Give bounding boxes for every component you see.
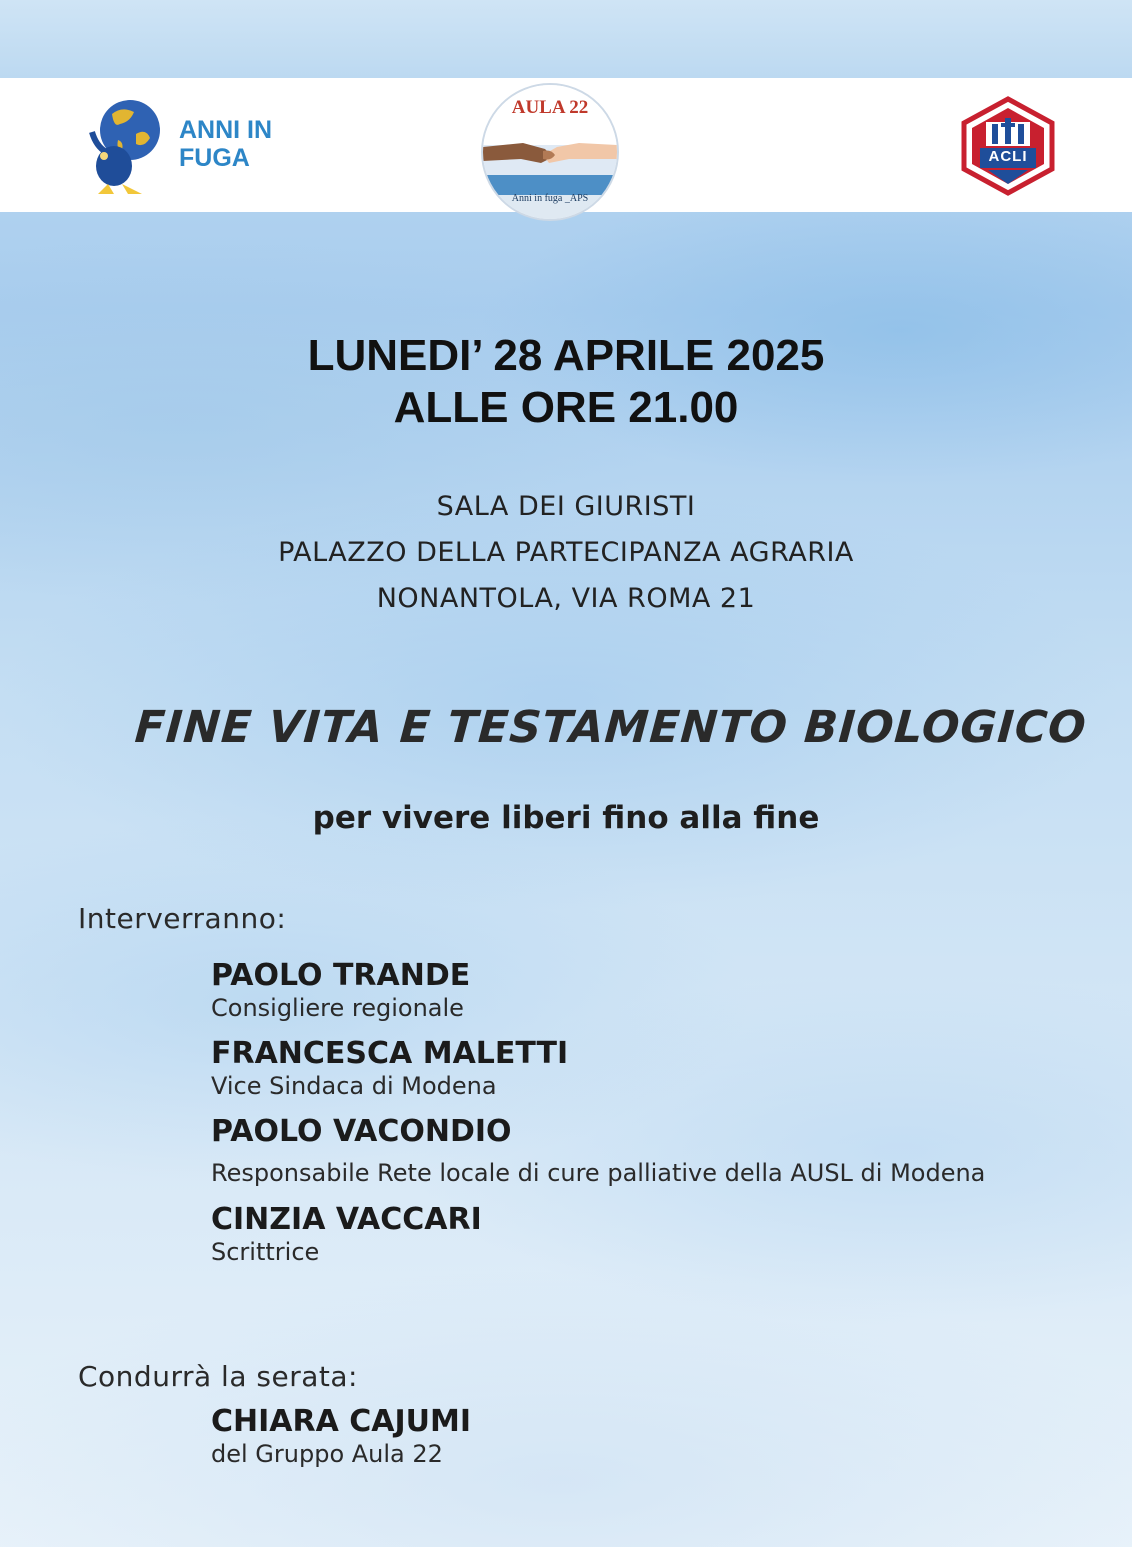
venue-building: PALAZZO DELLA PARTECIPANZA AGRARIA [278, 537, 854, 568]
globe-figure-icon [78, 94, 174, 198]
host-block [211, 1404, 471, 1468]
speakers-intro: Interverranno: [78, 902, 287, 935]
event-time: ALLE ORE 21.00 [393, 383, 739, 432]
speaker-item [211, 958, 1071, 1022]
acli-logo [958, 96, 1058, 196]
venue-block [0, 484, 1132, 622]
speaker-role: Scrittrice [211, 1238, 320, 1266]
speaker-name: FRANCESCA MALETTI [211, 1036, 569, 1071]
logo-left-line2: FUGA [179, 144, 250, 172]
logo-left-line1: ANNI IN [179, 116, 273, 144]
host-role: del Gruppo Aula 22 [211, 1440, 443, 1468]
aula-22-subtitle: Anni in fuga _APS [511, 193, 589, 204]
speaker-name: PAOLO TRANDE [211, 958, 471, 993]
aula-22-logo [481, 83, 619, 221]
venue-room: SALA DEI GIURISTI [436, 491, 696, 522]
venue-address: NONANTOLA, VIA ROMA 21 [376, 583, 756, 614]
event-title: FINE VITA E TESTAMENTO BIOLOGICO [133, 702, 1089, 753]
anni-in-fuga-wordmark [179, 116, 272, 172]
speaker-item [211, 1114, 1071, 1196]
speaker-role: Responsabile Rete locale di cure palliative della AUSL di Modena [211, 1159, 986, 1187]
event-date-block [0, 330, 1132, 434]
speaker-name: CINZIA VACCARI [211, 1202, 482, 1237]
speaker-item [211, 1202, 1071, 1266]
speaker-role: Consigliere regionale [211, 994, 464, 1022]
top-watercolor-strip [0, 0, 1132, 78]
speaker-name: PAOLO VACONDIO [211, 1114, 512, 1149]
host-name: CHIARA CAJUMI [211, 1404, 472, 1439]
acli-hexagon-icon [958, 96, 1058, 196]
acli-wordmark: ACLI [988, 148, 1028, 165]
anni-in-fuga-logo [78, 94, 308, 198]
speaker-item [211, 1036, 1071, 1100]
event-subtitle: per vivere liberi fino alla fine [312, 800, 820, 836]
aula-22-title: AULA 22 [511, 97, 589, 118]
speaker-role: Vice Sindaca di Modena [211, 1072, 497, 1100]
event-date: LUNEDI’ 28 APRILE 2025 [307, 331, 825, 380]
speakers-list [211, 958, 1071, 1280]
host-intro: Condurrà la serata: [78, 1360, 358, 1393]
